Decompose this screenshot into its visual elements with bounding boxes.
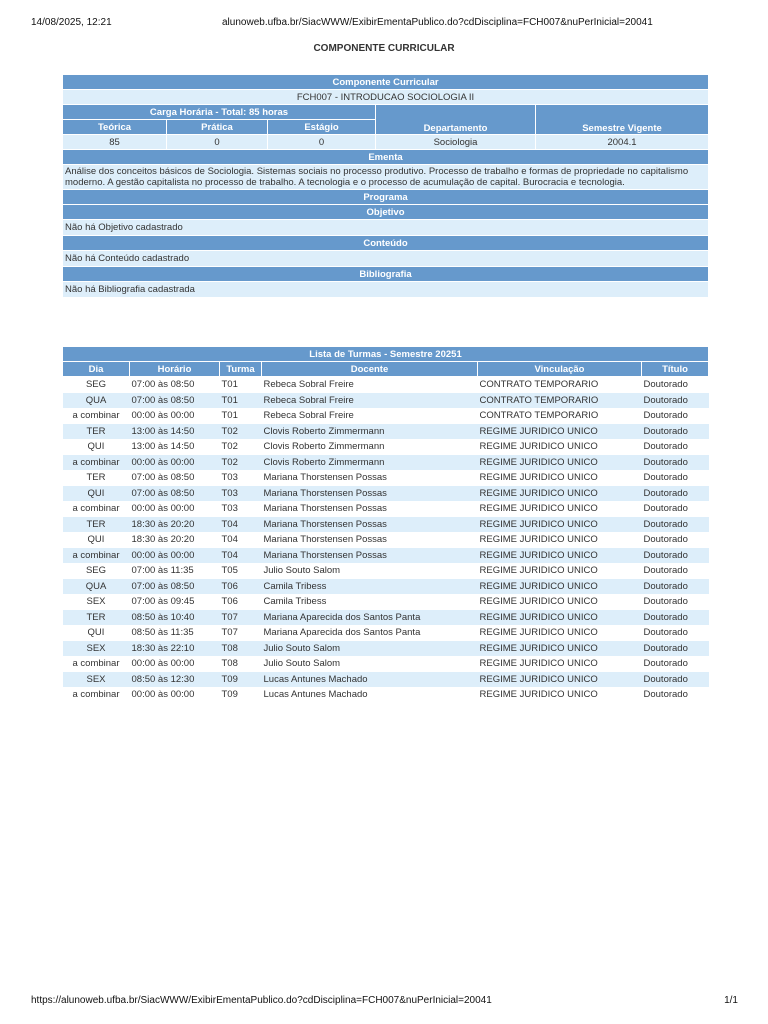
cell-docente: Clovis Roberto Zimmermann bbox=[263, 456, 385, 468]
table-row bbox=[63, 517, 709, 533]
cell-vinculacao: REGIME JURIDICO UNICO bbox=[479, 580, 598, 592]
cell-docente: Julio Souto Salom bbox=[263, 565, 341, 577]
cell-horario: 00:00 às 00:00 bbox=[131, 689, 195, 701]
cell-turma: T09 bbox=[221, 689, 238, 701]
col-horario: Horário bbox=[130, 362, 220, 377]
cell-vinculacao: CONTRATO TEMPORARIO bbox=[479, 379, 599, 391]
cell-vinculacao: REGIME JURIDICO UNICO bbox=[479, 596, 598, 608]
cell-docente: Julio Souto Salom bbox=[263, 642, 341, 654]
table-row bbox=[63, 672, 709, 688]
table-row bbox=[63, 532, 709, 548]
print-url: alunoweb.ufba.br/SiacWWW/ExibirEmentaPublico.do?cdDisciplina=FCH007&nuPerInicial=20041 bbox=[222, 17, 653, 28]
cell-titulo: Doutorado bbox=[643, 425, 688, 437]
table-row bbox=[63, 610, 709, 626]
estagio-header: Estágio bbox=[268, 120, 376, 135]
cell-horario: 13:00 às 14:50 bbox=[131, 425, 195, 437]
cell-horario: 13:00 às 14:50 bbox=[131, 441, 195, 453]
cell-vinculacao: REGIME JURIDICO UNICO bbox=[479, 456, 598, 468]
cell-docente: Clovis Roberto Zimmermann bbox=[263, 425, 385, 437]
cell-turma: T04 bbox=[221, 534, 238, 546]
col-turma: Turma bbox=[220, 362, 262, 377]
cell-vinculacao: CONTRATO TEMPORARIO bbox=[479, 410, 599, 422]
table-row bbox=[63, 563, 709, 579]
cell-turma: T02 bbox=[221, 425, 238, 437]
cell-horario: 00:00 às 00:00 bbox=[131, 410, 195, 422]
cell-dia: a combinar bbox=[72, 658, 120, 670]
cell-titulo: Doutorado bbox=[643, 642, 688, 654]
cell-turma: T01 bbox=[221, 410, 238, 422]
cell-dia: TER bbox=[86, 611, 106, 623]
cell-turma: T08 bbox=[221, 642, 238, 654]
cell-turma: T03 bbox=[221, 472, 238, 484]
table-row bbox=[63, 641, 709, 657]
cell-docente: Mariana Aparecida dos Santos Panta bbox=[263, 611, 421, 623]
cell-dia: a combinar bbox=[72, 456, 120, 468]
table-row bbox=[63, 470, 709, 486]
turmas-table bbox=[62, 346, 709, 703]
cell-titulo: Doutorado bbox=[643, 627, 688, 639]
cell-dia: TER bbox=[86, 472, 106, 484]
cell-titulo: Doutorado bbox=[643, 410, 688, 422]
componente-header: Componente Curricular bbox=[63, 75, 709, 90]
table-row bbox=[63, 439, 709, 455]
cell-turma: T02 bbox=[221, 456, 238, 468]
ementa-header: Ementa bbox=[63, 150, 709, 165]
cell-horario: 00:00 às 00:00 bbox=[131, 503, 195, 515]
objetivo-text: Não há Objetivo cadastrado bbox=[63, 220, 709, 236]
cell-titulo: Doutorado bbox=[643, 503, 688, 515]
cell-horario: 18:30 às 22:10 bbox=[131, 642, 195, 654]
cell-horario: 07:00 às 08:50 bbox=[131, 580, 195, 592]
cell-vinculacao: REGIME JURIDICO UNICO bbox=[479, 518, 598, 530]
cell-horario: 08:50 às 12:30 bbox=[131, 673, 195, 685]
table-row bbox=[63, 455, 709, 471]
cell-docente: Rebeca Sobral Freire bbox=[263, 394, 354, 406]
cell-titulo: Doutorado bbox=[643, 487, 688, 499]
cell-vinculacao: CONTRATO TEMPORARIO bbox=[479, 394, 599, 406]
cell-docente: Mariana Aparecida dos Santos Panta bbox=[263, 627, 421, 639]
componente-table bbox=[62, 74, 709, 298]
teorica-header: Teórica bbox=[63, 120, 167, 135]
cell-horario: 08:50 às 10:40 bbox=[131, 611, 195, 623]
print-header bbox=[31, 17, 738, 31]
objetivo-header: Objetivo bbox=[63, 205, 709, 220]
bibliografia-header: Bibliografia bbox=[63, 267, 709, 282]
cell-vinculacao: REGIME JURIDICO UNICO bbox=[479, 658, 598, 670]
cell-titulo: Doutorado bbox=[643, 658, 688, 670]
cell-titulo: Doutorado bbox=[643, 456, 688, 468]
cell-titulo: Doutorado bbox=[643, 565, 688, 577]
cell-horario: 07:00 às 11:35 bbox=[131, 565, 194, 577]
cell-turma: T02 bbox=[221, 441, 238, 453]
cell-dia: QUA bbox=[85, 394, 107, 406]
table-row bbox=[63, 656, 709, 672]
turmas-body bbox=[63, 377, 709, 703]
cell-horario: 07:00 às 08:50 bbox=[131, 487, 195, 499]
cell-dia: a combinar bbox=[72, 503, 120, 515]
cell-docente: Julio Souto Salom bbox=[263, 658, 341, 670]
table-row bbox=[63, 687, 709, 703]
cell-vinculacao: REGIME JURIDICO UNICO bbox=[479, 534, 598, 546]
semestre-header: Semestre Vigente bbox=[536, 105, 709, 135]
cell-docente: Lucas Antunes Machado bbox=[263, 673, 368, 685]
cell-titulo: Doutorado bbox=[643, 549, 688, 561]
cell-titulo: Doutorado bbox=[643, 689, 688, 701]
cell-horario: 18:30 às 20:20 bbox=[131, 518, 195, 530]
cell-docente: Clovis Roberto Zimmermann bbox=[263, 441, 385, 453]
table-row bbox=[63, 408, 709, 424]
cell-vinculacao: REGIME JURIDICO UNICO bbox=[479, 627, 598, 639]
cell-turma: T03 bbox=[221, 503, 238, 515]
cell-turma: T01 bbox=[221, 379, 238, 391]
cell-dia: a combinar bbox=[72, 689, 120, 701]
departamento-value: Sociologia bbox=[376, 135, 536, 150]
cell-dia: SEG bbox=[85, 565, 107, 577]
col-dia: Dia bbox=[63, 362, 130, 377]
print-footer bbox=[31, 995, 738, 1009]
cell-dia: TER bbox=[86, 425, 106, 437]
cell-vinculacao: REGIME JURIDICO UNICO bbox=[479, 673, 598, 685]
cell-dia: SEX bbox=[86, 673, 106, 685]
table-row bbox=[63, 501, 709, 517]
cell-titulo: Doutorado bbox=[643, 394, 688, 406]
cell-dia: SEG bbox=[85, 379, 107, 391]
cell-dia: QUI bbox=[87, 534, 105, 546]
cell-vinculacao: REGIME JURIDICO UNICO bbox=[479, 472, 598, 484]
cell-titulo: Doutorado bbox=[643, 379, 688, 391]
page-count: 1/1 bbox=[724, 995, 738, 1006]
cell-turma: T08 bbox=[221, 658, 238, 670]
cell-turma: T07 bbox=[221, 627, 238, 639]
table-row bbox=[63, 393, 709, 409]
cell-horario: 00:00 às 00:00 bbox=[131, 549, 195, 561]
cell-dia: QUI bbox=[87, 627, 105, 639]
cell-dia: TER bbox=[86, 518, 106, 530]
cell-vinculacao: REGIME JURIDICO UNICO bbox=[479, 487, 598, 499]
cell-dia: SEX bbox=[86, 596, 106, 608]
cell-horario: 18:30 às 20:20 bbox=[131, 534, 195, 546]
cell-horario: 00:00 às 00:00 bbox=[131, 456, 195, 468]
cell-horario: 07:00 às 09:45 bbox=[131, 596, 195, 608]
bibliografia-text: Não há Bibliografia cadastrada bbox=[63, 282, 709, 298]
page-title: COMPONENTE CURRICULAR bbox=[313, 43, 455, 54]
semestre-value: 2004.1 bbox=[536, 135, 709, 150]
cell-titulo: Doutorado bbox=[643, 580, 688, 592]
pratica-header: Prática bbox=[167, 120, 268, 135]
cell-docente: Rebeca Sobral Freire bbox=[263, 410, 354, 422]
cell-turma: T06 bbox=[221, 596, 238, 608]
table-row bbox=[63, 579, 709, 595]
cell-turma: T03 bbox=[221, 487, 238, 499]
cell-dia: QUI bbox=[87, 441, 105, 453]
cell-titulo: Doutorado bbox=[643, 673, 688, 685]
cell-vinculacao: REGIME JURIDICO UNICO bbox=[479, 441, 598, 453]
cell-docente: Rebeca Sobral Freire bbox=[263, 379, 354, 391]
cell-horario: 00:00 às 00:00 bbox=[131, 658, 195, 670]
cell-dia: a combinar bbox=[72, 549, 120, 561]
ementa-text: Análise dos conceitos básicos de Sociologia. Sistemas sociais no processo produtivo. Processo de trabalho e formas de propriedade no capitalismo moderno. A gestão capitalista no processo de trabalho. A tecnologia e o processo de acumulação de capital. Burocracia e tecnologia. bbox=[63, 165, 709, 190]
conteudo-text: Não há Conteúdo cadastrado bbox=[63, 251, 709, 267]
print-date: 14/08/2025, 12:21 bbox=[31, 17, 112, 28]
print-footer-url: https://alunoweb.ufba.br/SiacWWW/ExibirEmentaPublico.do?cdDisciplina=FCH007&nuPerInicial=20041 bbox=[31, 995, 492, 1006]
cell-turma: T07 bbox=[221, 611, 238, 623]
departamento-header: Departamento bbox=[376, 105, 536, 135]
cell-vinculacao: REGIME JURIDICO UNICO bbox=[479, 642, 598, 654]
cell-vinculacao: REGIME JURIDICO UNICO bbox=[479, 565, 598, 577]
estagio-value: 0 bbox=[268, 135, 376, 150]
cell-titulo: Doutorado bbox=[643, 534, 688, 546]
col-titulo: Título bbox=[642, 362, 709, 377]
cell-docente: Mariana Thorstensen Possas bbox=[263, 518, 387, 530]
cell-horario: 07:00 às 08:50 bbox=[131, 394, 195, 406]
cell-vinculacao: REGIME JURIDICO UNICO bbox=[479, 549, 598, 561]
table-row bbox=[63, 424, 709, 440]
teorica-value: 85 bbox=[63, 135, 167, 150]
cell-titulo: Doutorado bbox=[643, 472, 688, 484]
cell-docente: Mariana Thorstensen Possas bbox=[263, 503, 387, 515]
conteudo-header: Conteúdo bbox=[63, 236, 709, 251]
programa-header: Programa bbox=[63, 190, 709, 205]
cell-horario: 08:50 às 11:35 bbox=[131, 627, 194, 639]
table-row bbox=[63, 625, 709, 641]
cell-turma: T05 bbox=[221, 565, 238, 577]
cell-turma: T06 bbox=[221, 580, 238, 592]
cell-docente: Mariana Thorstensen Possas bbox=[263, 534, 387, 546]
turmas-header: Lista de Turmas - Semestre 20251 bbox=[63, 347, 709, 362]
cell-docente: Camila Tribess bbox=[263, 580, 327, 592]
table-row bbox=[63, 594, 709, 610]
cell-turma: T09 bbox=[221, 673, 238, 685]
cell-turma: T01 bbox=[221, 394, 238, 406]
table-row bbox=[63, 548, 709, 564]
cell-dia: QUA bbox=[85, 580, 107, 592]
col-vinculacao: Vinculação bbox=[478, 362, 642, 377]
cell-docente: Mariana Thorstensen Possas bbox=[263, 549, 387, 561]
cell-docente: Mariana Thorstensen Possas bbox=[263, 487, 387, 499]
cell-dia: QUI bbox=[87, 487, 105, 499]
col-docente: Docente bbox=[262, 362, 478, 377]
cell-titulo: Doutorado bbox=[643, 611, 688, 623]
cell-docente: Camila Tribess bbox=[263, 596, 327, 608]
cell-docente: Lucas Antunes Machado bbox=[263, 689, 368, 701]
cell-vinculacao: REGIME JURIDICO UNICO bbox=[479, 611, 598, 623]
cell-vinculacao: REGIME JURIDICO UNICO bbox=[479, 689, 598, 701]
cell-docente: Mariana Thorstensen Possas bbox=[263, 472, 387, 484]
cell-turma: T04 bbox=[221, 518, 238, 530]
cell-vinculacao: REGIME JURIDICO UNICO bbox=[479, 425, 598, 437]
carga-header: Carga Horária - Total: 85 horas bbox=[63, 105, 376, 120]
cell-horario: 07:00 às 08:50 bbox=[131, 472, 195, 484]
cell-horario: 07:00 às 08:50 bbox=[131, 379, 195, 391]
cell-titulo: Doutorado bbox=[643, 596, 688, 608]
componente-name: FCH007 - INTRODUCAO SOCIOLOGIA II bbox=[63, 90, 709, 105]
pratica-value: 0 bbox=[167, 135, 268, 150]
cell-dia: SEX bbox=[86, 642, 106, 654]
cell-titulo: Doutorado bbox=[643, 518, 688, 530]
cell-titulo: Doutorado bbox=[643, 441, 688, 453]
cell-dia: a combinar bbox=[72, 410, 120, 422]
table-row bbox=[63, 377, 709, 393]
cell-vinculacao: REGIME JURIDICO UNICO bbox=[479, 503, 598, 515]
table-row bbox=[63, 486, 709, 502]
cell-turma: T04 bbox=[221, 549, 238, 561]
